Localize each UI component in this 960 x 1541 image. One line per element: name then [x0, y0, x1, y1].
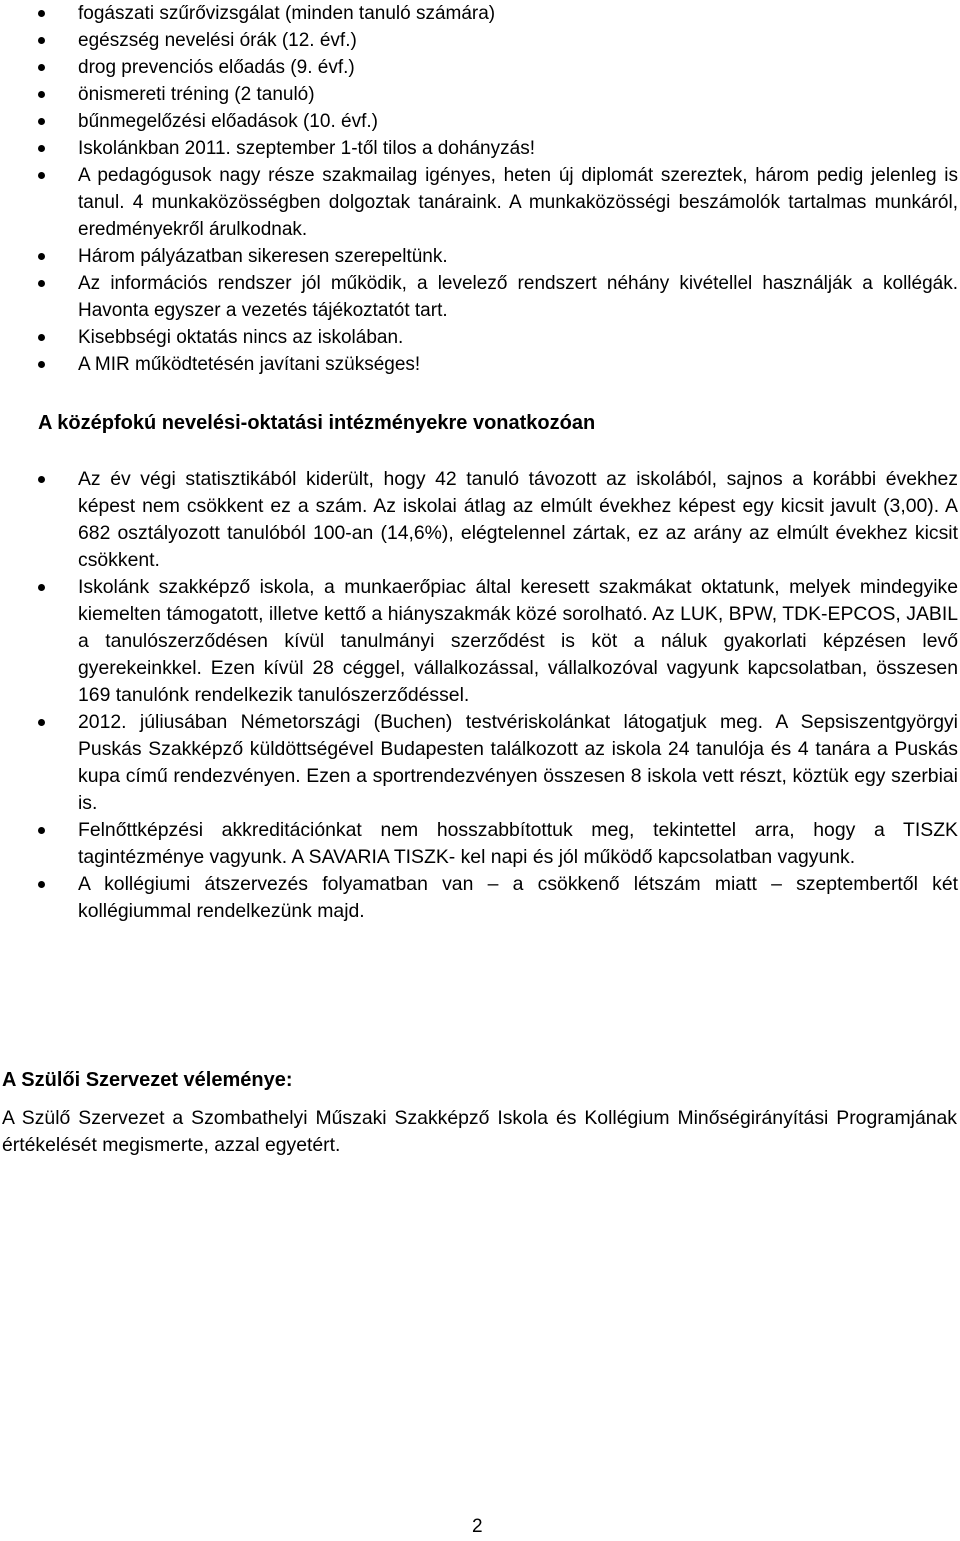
list-item-text: Kisebbségi oktatás nincs az iskolában. — [78, 327, 404, 348]
list-item — [0, 871, 958, 925]
list-item-text: A pedagógusok nagy része szakmailag igényes, heten új diplomát szereztek, három pedig jelenleg is tanul. 4 munkaközösségben dolgoztak tanáraink. A munkaközösségi beszámolók tartalmas munkáról, eredményekről árulkodnak. — [78, 165, 958, 240]
list-item-text: fogászati szűrővizsgálat (minden tanuló számára) — [78, 3, 496, 24]
bullet-icon — [38, 719, 45, 726]
list-item — [0, 817, 958, 871]
activities-list — [0, 0, 958, 378]
list-item — [0, 81, 958, 108]
list-item — [0, 709, 958, 817]
list-item-text: Az információs rendszer jól működik, a levelező rendszert néhány kivétellel használják a kollégák. Havonta egyszer a vezetés tájékoztatót tart. — [78, 273, 958, 321]
bullet-icon — [38, 881, 45, 888]
list-item-text: A kollégiumi átszervezés folyamatban van – a csökkenő létszám miatt – szeptembertől két kollégiummal rendelkezünk majd. — [78, 873, 958, 922]
bullet-icon — [38, 172, 45, 179]
list-item-text: egészség nevelési órák (12. évf.) — [78, 30, 357, 51]
list-item-text: drog prevenciós előadás (9. évf.) — [78, 57, 355, 78]
list-item — [0, 243, 958, 270]
bullet-icon — [38, 253, 45, 260]
list-item — [0, 466, 958, 574]
list-item-text: önismereti tréning (2 tanuló) — [78, 84, 315, 105]
bullet-icon — [38, 37, 45, 44]
list-item-text: Felnőttképzési akkreditációnkat nem hosszabbítottuk meg, tekintettel arra, hogy a TISZK tagintézménye vagyunk. A SAVARIA TISZK- kel napi és jól működő kapcsolatban vagyunk. — [78, 819, 958, 868]
list-item — [0, 574, 958, 709]
list-item — [0, 0, 958, 27]
list-item — [0, 27, 958, 54]
list-item — [0, 162, 958, 243]
bullet-icon — [38, 280, 45, 287]
list-item-text: A MIR működtetésén javítani szükséges! — [78, 354, 421, 375]
list-item — [0, 270, 958, 324]
list-item — [0, 108, 958, 135]
parents-heading: A Szülői Szervezet véleménye: — [2, 1069, 293, 1091]
bullet-icon — [38, 584, 45, 591]
list-item — [0, 351, 958, 378]
list-item-text: Iskolánk szakképző iskola, a munkaerőpiac által keresett szakmákat oktatunk, melyek mindegyike kiemelten támogatott, illetve kettő a hiányszakmák közé sorolható. Az LUK, BPW, TDK-EPCOS, JABIL a tanulószerződésen kívül tanulmányi szerződést is köt a náluk gyakorlati képzésen levő gyerekeinkkel. Ezen kívül 28 céggel, vállalkozással, vállalkozóval vagyunk kapcsolatban, összesen 169 tanulónk rendelkezik tanulószerződéssel. — [78, 576, 958, 706]
list-item-text: bűnmegelőzési előadások (10. évf.) — [78, 111, 378, 132]
list-item — [0, 54, 958, 81]
bullet-icon — [38, 118, 45, 125]
list-item-text: Iskolánkban 2011. szeptember 1-től tilos a dohányzás! — [78, 138, 535, 159]
bullet-icon — [38, 145, 45, 152]
bullet-icon — [38, 10, 45, 17]
parents-paragraph: A Szülő Szervezet a Szombathelyi Műszaki Szakképző Iskola és Kollégium Minőségirányítási Programjának értékelését megismerte, azzal egyetért. — [2, 1107, 957, 1156]
secondary-institutions-list — [0, 466, 958, 925]
bullet-icon — [38, 334, 45, 341]
bullet-icon — [38, 476, 45, 483]
list-item-text: Az év végi statisztikából kiderült, hogy 42 tanuló távozott az iskolából, sajnos a korábbi évekhez képest nem csökkent ez a szám. Az iskolai átlag az elmúlt évekhez képest egy kicsit javult (3,00). A 682 osztályozott tanulóból 100-an (14,6%), elégtelennel zártak, ez az arány az elmúlt évekhez kicsit csökkent. — [78, 468, 958, 571]
list-item — [0, 135, 958, 162]
bullet-icon — [38, 91, 45, 98]
bullet-icon — [38, 64, 45, 71]
list-item — [0, 324, 958, 351]
bullet-icon — [38, 827, 45, 834]
bullet-icon — [38, 361, 45, 368]
page-number: 2 — [472, 1516, 483, 1537]
list-item-text: Három pályázatban sikeresen szerepeltünk. — [78, 246, 448, 267]
list-item-text: 2012. júliusában Németországi (Buchen) testvériskolánkat látogatjuk meg. A Sepsiszentgyörgyi Puskás Szakképző küldöttségével Budapesten találkozott az iskola 24 tanulója és 4 tanára a Puskás kupa című rendezvényen. Ezen a sportrendezvényen összesen 8 iskola vett részt, köztük egy szerbiai is. — [78, 711, 958, 814]
section-heading: A középfokú nevelési-oktatási intézményekre vonatkozóan — [38, 412, 596, 434]
